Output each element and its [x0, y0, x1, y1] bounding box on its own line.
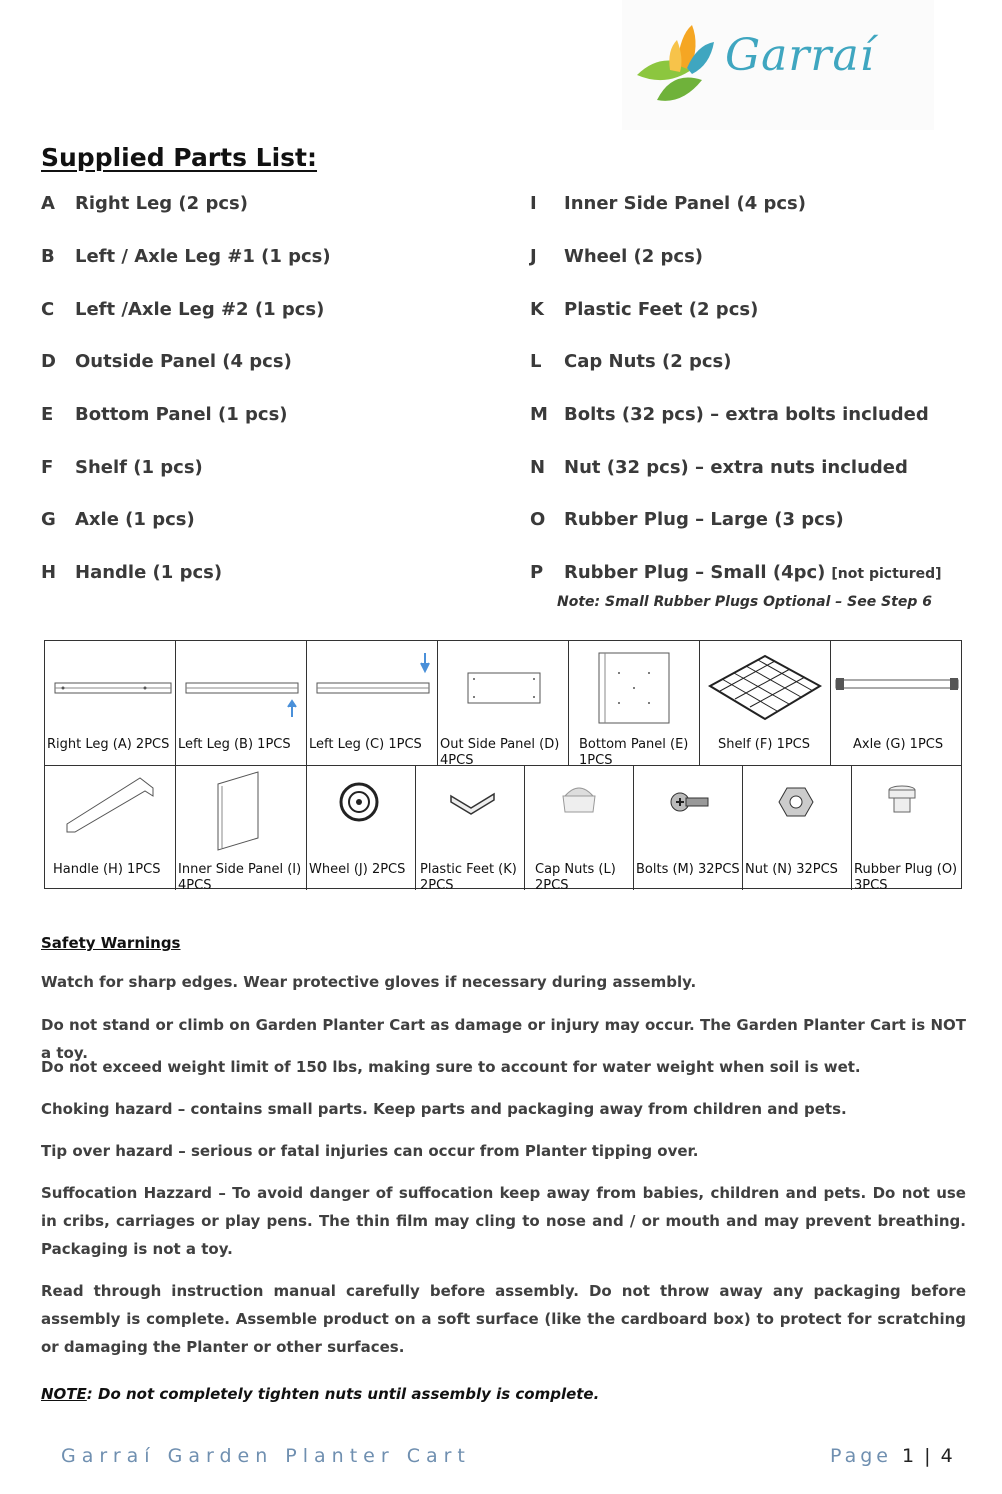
part-item: G Axle (1 pcs): [41, 509, 195, 530]
garrai-logo: [622, 0, 934, 130]
footer-page-number: Page 1 | 4: [830, 1445, 955, 1467]
safety-paragraph: Choking hazard – contains small parts. Keep parts and packaging away from children and pets.: [41, 1100, 847, 1118]
grid-cell-cap-nuts: Cap Nuts (L) 2PCS: [525, 766, 634, 890]
logo-text: Garraí: [725, 30, 875, 81]
grid-cell-left-leg-c: Left Leg (C) 1PCS: [307, 641, 438, 766]
parts-image-grid: [44, 640, 962, 893]
bolt-icon: [634, 766, 743, 861]
grid-cell-plastic-feet: Plastic Feet (K) 2PCS: [416, 766, 525, 890]
safety-paragraph: Do not exceed weight limit of 150 lbs, making sure to account for water weight when soil is wet.: [41, 1058, 861, 1076]
plastic-feet-icon: [416, 766, 525, 861]
grid-cell-left-leg-b: Left Leg (B) 1PCS: [176, 641, 307, 766]
grid-cell-right-leg: Right Leg (A) 2PCS: [45, 641, 176, 766]
inner-side-panel-icon: [176, 766, 307, 861]
grid-cell-bottom-panel: Bottom Panel (E) 1PCS: [569, 641, 700, 766]
rubber-plug-icon: [852, 766, 962, 861]
part-item: D Outside Panel (4 pcs): [41, 351, 292, 372]
safety-paragraph: Watch for sharp edges. Wear protective gloves if necessary during assembly.: [41, 973, 697, 991]
part-item: F Shelf (1 pcs): [41, 457, 203, 478]
part-item: K Plastic Feet (2 pcs): [530, 299, 759, 320]
handle-icon: [45, 766, 176, 861]
cap-nut-icon: [525, 766, 634, 861]
grid-cell-wheel: Wheel (J) 2PCS: [307, 766, 416, 890]
left-leg-b-icon: [176, 641, 307, 736]
part-item: M Bolts (32 pcs) – extra bolts included: [530, 404, 929, 425]
axle-icon: [831, 641, 962, 736]
right-leg-icon: [45, 641, 176, 736]
safety-paragraph: Tip over hazard – serious or fatal injuries can occur from Planter tipping over.: [41, 1142, 699, 1160]
part-item: I Inner Side Panel (4 pcs): [530, 193, 806, 214]
nut-icon: [743, 766, 852, 861]
grid-cell-rubber-plug: Rubber Plug (O) 3PCS: [852, 766, 962, 890]
grid-cell-shelf: Shelf (F) 1PCS: [700, 641, 831, 766]
safety-paragraph: Read through instruction manual carefully before assembly. Do not throw away any packaging before assembly is complete. Assemble product on a soft surface (like the cardboard box) to protect for scratching or damaging the Planter or other surfaces.: [41, 1282, 966, 1356]
outside-panel-icon: [438, 641, 569, 736]
safety-warnings-title: Safety Warnings: [41, 934, 181, 952]
left-leg-c-icon: [307, 641, 438, 736]
safety-paragraph: Suffocation Hazzard – To avoid danger of suffocation keep away from babies, children and pets. Do not use in cribs, carriages or play pens. The thin film may cling to nose and / or mouth and may prevent breathing. Packaging is not a toy.: [41, 1184, 966, 1258]
shelf-icon: [700, 641, 831, 736]
part-item: N Nut (32 pcs) – extra nuts included: [530, 457, 908, 478]
grid-cell-axle: Axle (G) 1PCS: [831, 641, 962, 766]
part-item: E Bottom Panel (1 pcs): [41, 404, 288, 425]
part-item: H Handle (1 pcs): [41, 562, 223, 583]
page-title: Supplied Parts List:: [41, 143, 318, 172]
lotus-leaf-icon: [622, 10, 732, 120]
assembly-note: NOTE: Do not completely tighten nuts until assembly is complete.: [41, 1385, 600, 1403]
part-item: C Left /Axle Leg #2 (1 pcs): [41, 299, 325, 320]
part-item: O Rubber Plug – Large (3 pcs): [530, 509, 844, 530]
part-item: L Cap Nuts (2 pcs): [530, 351, 732, 372]
wheel-icon: [307, 766, 416, 861]
small-plugs-note: Note: Small Rubber Plugs Optional – See Step 6: [557, 594, 932, 610]
grid-cell-nut: Nut (N) 32PCS: [743, 766, 852, 890]
not-pictured-label: [not pictured]: [831, 566, 942, 582]
grid-cell-handle: Handle (H) 1PCS: [45, 766, 176, 890]
part-item: A Right Leg (2 pcs): [41, 193, 248, 214]
part-item: P Rubber Plug – Small (4pc) [not pictured]: [530, 562, 942, 583]
grid-cell-outside-panel: Out Side Panel (D) 4PCS: [438, 641, 569, 766]
grid-cell-bolts: Bolts (M) 32PCS: [634, 766, 743, 890]
safety-paragraph: Do not stand or climb on Garden Planter Cart as damage or injury may occur. The Garden Planter Cart is NOT a toy.: [41, 1016, 966, 1062]
part-item: B Left / Axle Leg #1 (1 pcs): [41, 246, 331, 267]
footer-document-title: Garraí Garden Planter Cart: [61, 1445, 471, 1467]
bottom-panel-icon: [569, 641, 700, 736]
grid-cell-inner-side-panel: Inner Side Panel (I) 4PCS: [176, 766, 307, 890]
part-item: J Wheel (2 pcs): [530, 246, 704, 267]
